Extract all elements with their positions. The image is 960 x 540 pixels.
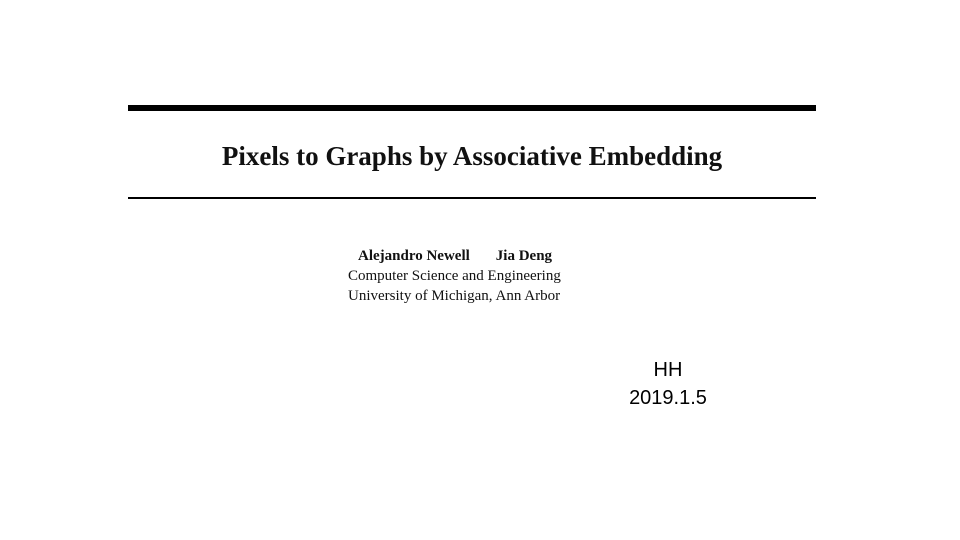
presentation-date: 2019.1.5 [629,387,707,409]
top-rule [128,105,816,111]
author-name: Jia Deng [495,248,553,264]
authors-block [348,246,618,306]
author-name: Alejandro Newell [358,248,470,264]
affiliation-university: University of Michigan, Ann Arbor [348,288,561,304]
presenter-info [598,356,738,412]
presenter-initials: HH [653,359,683,381]
bottom-rule [128,197,816,199]
affiliation-department: Computer Science and Engineering [348,268,561,284]
paper-title: Pixels to Graphs by Associative Embedding [221,141,723,171]
author-names [348,246,618,266]
